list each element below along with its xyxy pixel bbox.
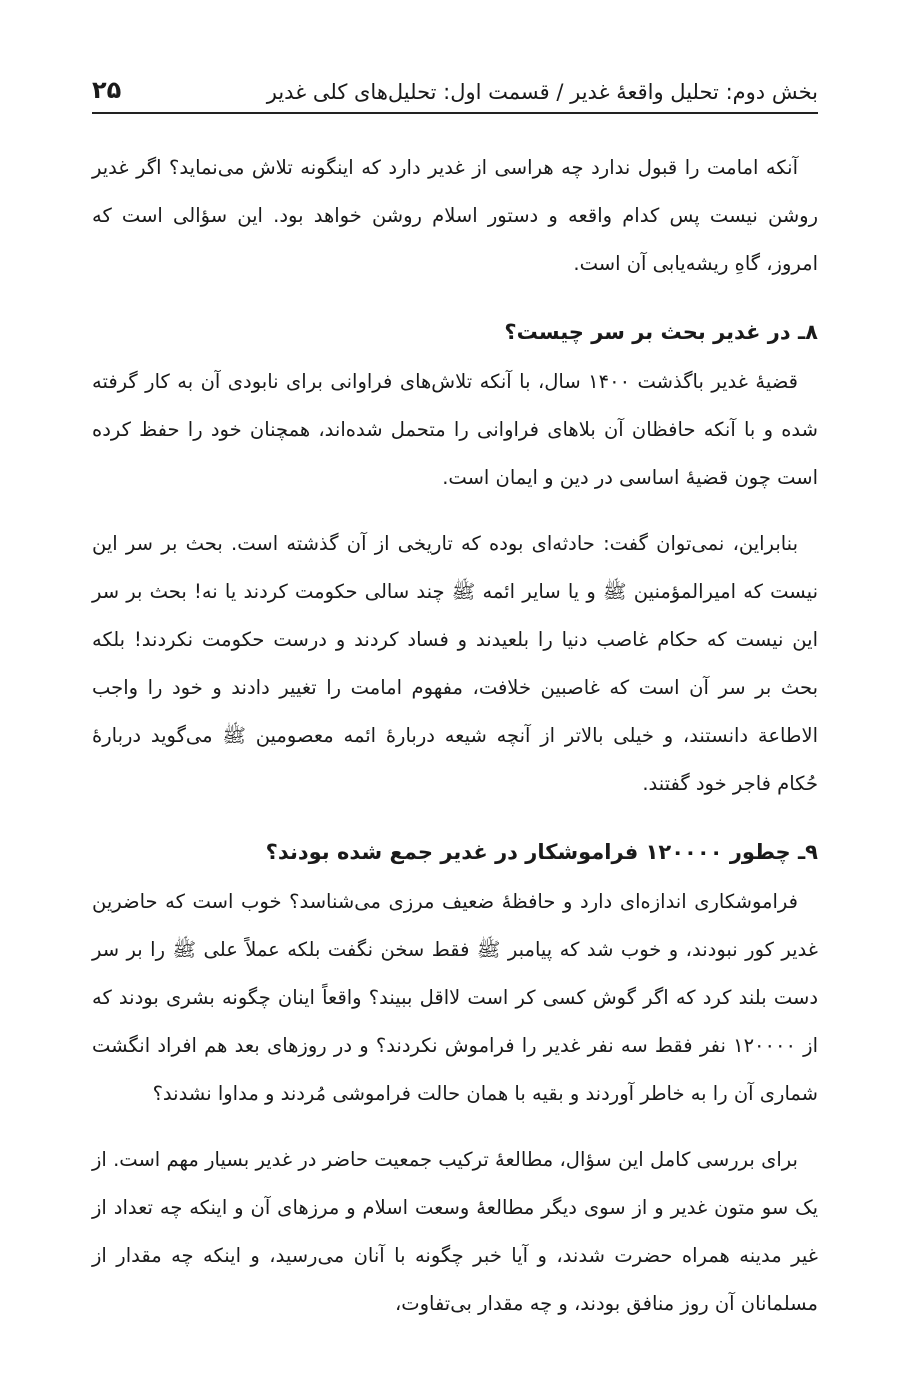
page-body bbox=[92, 144, 818, 1346]
paragraph-1: آنکه امامت را قبول ندارد چه هراسی از غدیر دارد که اینگونه تلاش می‌نماید؟ اگر غدیر روشن نیست پس کدام واقعه و دستور اسلام روشن خواهد بود. این سؤالی است که امروز، گاهِ ریشه‌یابی آن است. bbox=[92, 156, 818, 275]
paragraph-3: بنابراین، نمی‌توان گفت: حادثه‌ای بوده که تاریخی از آن گذشته است. بحث بر سر این نیست که امیرالمؤمنین ﷺ و یا سایر ائمه ﷺ چند سالی حکومت کردند یا نه! بحث بر سر این نیست که حکام غاصب دنیا را بلعیدند و فساد کردند و درست حکومت نکردند! بلکه بحث بر سر آن است که غاصبین خلافت، مفهوم امامت را تغییر دادند و خود را واجب الاطاعة دانستند، و خیلی بالاتر از آنچه شیعه دربارۀ ائمه معصومین ﷺ می‌گوید دربارۀ حُکام فاجر خود گفتند. bbox=[92, 532, 818, 795]
page-number: ۲۵ bbox=[92, 76, 122, 104]
running-header-title: بخش دوم: تحلیل واقعۀ غدیر / قسمت اول: تحلیل‌های کلی غدیر bbox=[266, 80, 818, 104]
paragraph-4: فراموشکاری اندازه‌ای دارد و حافظۀ ضعیف مرزی می‌شناسد؟ خوب است که حاضرین غدیر کور نبودند، و خوب شد که پیامبر ﷺ فقط سخن نگفت بلکه عملاً علی ﷺ را بر سر دست بلند کرد که اگر گوش کسی کر است لااقل ببیند؟ واقعاً اینان چگونه بشری بودند که از ۱۲۰۰۰۰ نفر فقط سه نفر غدیر را فراموش نکردند؟ و در روزهای بعد هم افراد انگشت شماری آن را به خاطر آوردند و بقیه با همان حالت فراموشی مُردند و مداوا نشدند؟ bbox=[92, 890, 818, 1105]
section-heading-9: ۹ـ چطور ۱۲۰۰۰۰ فراموشکار در غدیر جمع شده بودند؟ bbox=[265, 840, 818, 864]
paragraph-2: قضیۀ غدیر باگذشت ۱۴۰۰ سال، با آنکه تلاش‌های فراوانی برای نابودی آن به کار گرفته شده و با آنکه حافظان آن بلاهای فراوانی را متحمل شده‌اند، همچنان خود را حفظ کرده است چون قضیۀ اساسی در دین و ایمان است. bbox=[92, 370, 818, 489]
section-heading-8: ۸ـ در غدیر بحث بر سر چیست؟ bbox=[504, 320, 818, 344]
paragraph-5: برای بررسی کامل این سؤال، مطالعۀ ترکیب جمعیت حاضر در غدیر بسیار مهم است. از یک سو متون غدیر و از سوی دیگر مطالعۀ وسعت اسلام و مرزهای آن و اینکه چه تعداد از غیر مدینه همراه حضرت شدند، و آیا خبر چگونه با آنان می‌رسید، و اینکه چه مقدار از مسلمانان آن روز منافق بودند، و چه مقدار بی‌تفاوت، bbox=[92, 1148, 818, 1315]
page-header bbox=[92, 62, 818, 114]
